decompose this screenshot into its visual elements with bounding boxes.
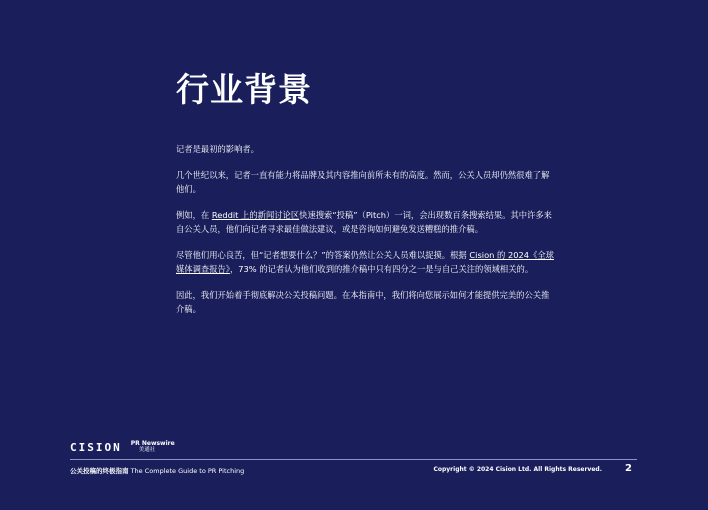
paragraph-3-text-b: 快速搜索“投稿”（Pitch）一词，会出现数百条搜索结果。其中许多来自公关人员，他们向记者寻求最佳做法建议，或是咨询如何避免发送糟糕的推介稿。 xyxy=(176,209,552,234)
page-title: 行业背景 xyxy=(176,70,312,109)
paragraph-3-text-a: 例如，在 xyxy=(176,209,212,220)
page-number: 2 xyxy=(625,463,632,474)
paragraph-4-text-a: 尽管他们用心良苦，但“记者想要什么？”的答案仍然让公关人员难以捉摸。根据 xyxy=(176,249,470,260)
paragraph-4-text-b: ，73% 的记者认为他们收到的推介稿中只有四分之一是与自己关注的领域相关的。 xyxy=(229,264,534,274)
pr-newswire-logo-cn: 美通社 xyxy=(138,447,156,453)
reddit-link[interactable]: Reddit 上的新闻讨论区 xyxy=(211,209,300,220)
footer-guide-title xyxy=(70,466,244,475)
paragraph-1: 记者是最初的影响者。 xyxy=(176,144,259,154)
footer-guide-title-en: The Complete Guide to PR Pitching xyxy=(130,467,245,475)
footer-divider xyxy=(70,459,637,460)
footer-guide-title-cn: 公关投稿的终极指南 xyxy=(70,467,129,475)
paragraph-4 xyxy=(176,248,556,277)
paragraph-2: 几个世纪以来，记者一直有能力将品牌及其内容推向前所未有的高度。然而，公关人员却仍然很难了解他们。 xyxy=(176,169,550,194)
pr-newswire-logo-text: PR Newswire xyxy=(130,440,175,447)
cision-logo: CISION xyxy=(70,440,122,454)
body-text xyxy=(176,142,556,328)
footer-logos xyxy=(70,439,175,455)
cision-report-link[interactable]: Cision 的 2024《全球媒体调查报告》 xyxy=(176,249,554,274)
footer-copyright: Copyright © 2024 Cision Ltd. All Rights Reserved. xyxy=(433,466,602,473)
paragraph-5: 因此，我们开始着手彻底解决公关投稿问题。在本指南中，我们将向您展示如何才能提供完美的公关推介稿。 xyxy=(176,289,550,314)
paragraph-3 xyxy=(176,208,556,237)
pr-newswire-logo xyxy=(131,440,175,454)
